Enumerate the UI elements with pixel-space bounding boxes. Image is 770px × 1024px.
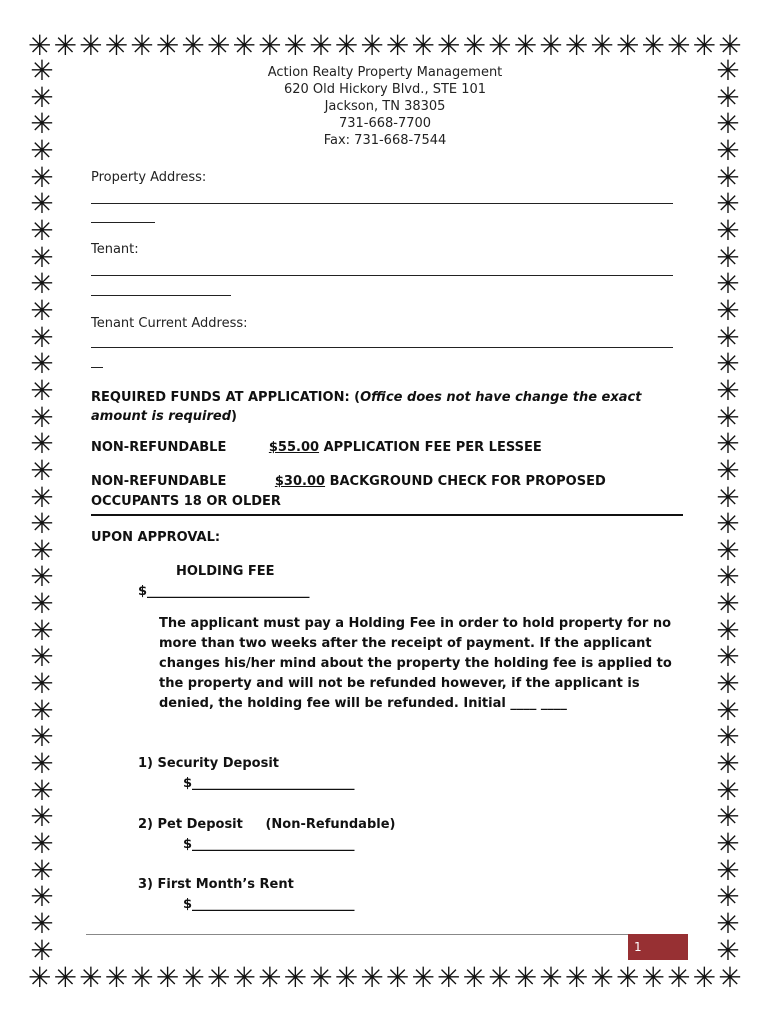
border-star-icon: ✳	[716, 267, 740, 301]
border-star-icon: ✳	[716, 80, 740, 114]
letterhead	[150, 64, 620, 149]
required-funds-heading	[91, 388, 683, 426]
border-star-icon: ✳	[130, 964, 154, 992]
border-star-icon: ✳	[716, 640, 740, 674]
border-star-icon: ✳	[385, 964, 410, 992]
border-star-icon: ✳	[462, 964, 487, 992]
border-star-icon: ✳	[30, 347, 54, 381]
border-star-icon: ✳	[30, 453, 54, 487]
border-right	[714, 58, 742, 964]
border-star-icon: ✳	[30, 827, 54, 861]
border-star-icon: ✳	[437, 964, 461, 992]
border-star-icon: ✳	[30, 187, 54, 221]
border-star-icon: ✳	[30, 693, 54, 727]
border-star-icon: ✳	[30, 293, 54, 327]
property-address-line-1[interactable]	[91, 203, 673, 204]
border-star-icon: ✳	[716, 747, 740, 781]
fee1-prefix: NON-REFUNDABLE	[91, 440, 227, 455]
border-star-icon: ✳	[155, 964, 180, 992]
border-star-icon: ✳	[462, 32, 487, 60]
fee1-desc: APPLICATION FEE PER LESSEE	[323, 440, 542, 455]
page-number-badge: 1	[628, 934, 688, 960]
border-star-icon: ✳	[30, 107, 54, 141]
border-star-icon: ✳	[513, 32, 538, 60]
border-star-icon: ✳	[309, 32, 333, 60]
border-star-icon: ✳	[716, 933, 740, 964]
border-star-icon: ✳	[716, 453, 740, 487]
fee2-desc: BACKGROUND CHECK FOR PROPOSED	[329, 474, 606, 489]
border-star-icon: ✳	[30, 480, 54, 514]
border-star-icon: ✳	[30, 240, 54, 274]
border-star-icon: ✳	[615, 964, 640, 992]
pet-deposit-label: 2) Pet Deposit (Non-Refundable)	[138, 817, 396, 832]
border-star-icon: ✳	[30, 507, 54, 541]
required-funds-note: Office does not have change the exact amount is required	[91, 390, 642, 424]
border-star-icon: ✳	[590, 964, 614, 992]
border-star-icon: ✳	[334, 32, 359, 60]
border-star-icon: ✳	[716, 347, 740, 381]
upon-approval-heading: UPON APPROVAL:	[91, 530, 221, 545]
tenant-label: Tenant:	[91, 242, 139, 257]
border-star-icon: ✳	[411, 964, 435, 992]
fee2-prefix: NON-REFUNDABLE	[91, 474, 227, 489]
application-fee-row	[91, 440, 542, 455]
border-star-icon: ✳	[716, 533, 740, 567]
border-star-icon: ✳	[716, 800, 740, 834]
section-divider	[91, 514, 683, 516]
border-star-icon: ✳	[539, 964, 563, 992]
border-star-icon: ✳	[28, 964, 52, 992]
border-star-icon: ✳	[716, 58, 740, 87]
border-star-icon: ✳	[30, 773, 54, 807]
border-top	[28, 32, 742, 60]
border-star-icon: ✳	[716, 613, 740, 647]
background-check-row	[91, 474, 606, 489]
background-check-row-cont: OCCUPANTS 18 OR OLDER	[91, 494, 281, 509]
border-star-icon: ✳	[716, 907, 740, 940]
border-star-icon: ✳	[716, 880, 740, 914]
border-star-icon: ✳	[30, 213, 54, 247]
border-star-icon: ✳	[283, 964, 308, 992]
border-star-icon: ✳	[385, 32, 410, 60]
border-star-icon: ✳	[181, 964, 205, 992]
border-star-icon: ✳	[716, 427, 740, 461]
border-star-icon: ✳	[30, 853, 54, 887]
border-star-icon: ✳	[716, 293, 740, 327]
first-month-rent-blank[interactable]: $_________________________	[183, 897, 355, 912]
border-star-icon: ✳	[488, 32, 512, 60]
border-star-icon: ✳	[258, 32, 282, 60]
border-star-icon: ✳	[30, 533, 54, 567]
border-star-icon: ✳	[718, 32, 742, 60]
border-star-icon: ✳	[155, 32, 180, 60]
border-star-icon: ✳	[232, 32, 256, 60]
border-star-icon: ✳	[30, 320, 54, 354]
border-star-icon: ✳	[716, 320, 740, 354]
property-address-line-2[interactable]	[91, 222, 155, 223]
footer-rule	[86, 934, 688, 935]
border-star-icon: ✳	[564, 32, 589, 60]
border-star-icon: ✳	[716, 107, 740, 141]
border-star-icon: ✳	[716, 213, 740, 247]
border-star-icon: ✳	[30, 933, 54, 964]
border-star-icon: ✳	[641, 32, 665, 60]
company-street: 620 Old Hickory Blvd., STE 101	[283, 82, 487, 97]
border-star-icon: ✳	[716, 507, 740, 541]
border-star-icon: ✳	[258, 964, 282, 992]
fee2-amount: $30.00	[274, 474, 326, 489]
border-star-icon: ✳	[30, 613, 54, 647]
border-star-icon: ✳	[104, 32, 129, 60]
holding-fee-paragraph: The applicant must pay a Holding Fee in order to hold property for no more than two weeks after the receipt of payment. If the applicant changes his/her mind about the property the holding fee is applied to the property and will not be refunded however, if the applicant is denied, the holding fee will be refunded. Initial ____ ____	[159, 616, 672, 711]
border-star-icon: ✳	[716, 187, 740, 221]
border-star-icon: ✳	[30, 587, 54, 621]
company-fax: Fax: 731-668-7544	[323, 133, 447, 148]
fee1-amount: $55.00	[268, 440, 320, 455]
border-star-icon: ✳	[30, 267, 54, 301]
border-star-icon: ✳	[716, 373, 740, 407]
border-star-icon: ✳	[667, 32, 691, 60]
border-star-icon: ✳	[692, 964, 717, 992]
border-star-icon: ✳	[30, 160, 54, 194]
border-star-icon: ✳	[488, 964, 512, 992]
border-star-icon: ✳	[667, 964, 691, 992]
border-star-icon: ✳	[360, 32, 384, 60]
company-city: Jackson, TN 38305	[324, 99, 446, 114]
border-star-icon: ✳	[130, 32, 154, 60]
border-star-icon: ✳	[30, 800, 54, 834]
border-star-icon: ✳	[30, 907, 54, 940]
border-star-icon: ✳	[30, 720, 54, 754]
border-star-icon: ✳	[437, 32, 461, 60]
border-star-icon: ✳	[716, 587, 740, 621]
tenant-current-address-label: Tenant Current Address:	[91, 316, 248, 331]
border-star-icon: ✳	[716, 480, 740, 514]
border-star-icon: ✳	[30, 80, 54, 114]
holding-fee-blank[interactable]: $_________________________	[138, 584, 310, 599]
border-star-icon: ✳	[716, 133, 740, 167]
border-star-icon: ✳	[716, 667, 740, 701]
border-star-icon: ✳	[716, 773, 740, 807]
first-month-rent-label: 3) First Month’s Rent	[138, 877, 294, 892]
border-star-icon: ✳	[30, 133, 54, 167]
border-bottom	[28, 964, 742, 992]
border-star-icon: ✳	[692, 32, 717, 60]
border-star-icon: ✳	[360, 964, 384, 992]
property-address-label: Property Address:	[91, 170, 207, 185]
tenant-line-2[interactable]	[91, 295, 231, 296]
border-star-icon: ✳	[716, 160, 740, 194]
border-star-icon: ✳	[564, 964, 589, 992]
border-star-icon: ✳	[513, 964, 538, 992]
border-star-icon: ✳	[716, 853, 740, 887]
border-star-icon: ✳	[28, 32, 52, 60]
border-star-icon: ✳	[30, 373, 54, 407]
border-star-icon: ✳	[30, 560, 54, 594]
border-star-icon: ✳	[716, 560, 740, 594]
tenant-line-1[interactable]	[91, 275, 673, 276]
border-star-icon: ✳	[283, 32, 308, 60]
required-funds-title: REQUIRED FUNDS AT APPLICATION: (	[91, 390, 361, 405]
border-star-icon: ✳	[641, 964, 665, 992]
company-phone: 731-668-7700	[338, 116, 432, 131]
border-star-icon: ✳	[716, 240, 740, 274]
border-star-icon: ✳	[718, 964, 742, 992]
border-star-icon: ✳	[716, 827, 740, 861]
border-star-icon: ✳	[30, 667, 54, 701]
pet-deposit-blank[interactable]: $_________________________	[183, 837, 355, 852]
border-star-icon: ✳	[30, 640, 54, 674]
security-deposit-blank[interactable]: $_________________________	[183, 776, 355, 791]
border-star-icon: ✳	[30, 880, 54, 914]
border-star-icon: ✳	[334, 964, 359, 992]
border-star-icon: ✳	[615, 32, 640, 60]
required-funds-close: )	[231, 409, 237, 424]
border-star-icon: ✳	[590, 32, 614, 60]
border-star-icon: ✳	[79, 964, 103, 992]
border-star-icon: ✳	[181, 32, 205, 60]
border-star-icon: ✳	[30, 58, 54, 87]
holding-fee-label: HOLDING FEE	[176, 564, 275, 579]
border-star-icon: ✳	[206, 32, 231, 60]
border-star-icon: ✳	[232, 964, 256, 992]
company-name: Action Realty Property Management	[267, 65, 503, 80]
tenant-current-address-line-2[interactable]	[91, 367, 103, 368]
border-star-icon: ✳	[539, 32, 563, 60]
border-star-icon: ✳	[30, 427, 54, 461]
border-star-icon: ✳	[411, 32, 435, 60]
border-star-icon: ✳	[716, 693, 740, 727]
border-star-icon: ✳	[309, 964, 333, 992]
border-star-icon: ✳	[30, 747, 54, 781]
border-star-icon: ✳	[716, 720, 740, 754]
border-star-icon: ✳	[30, 400, 54, 434]
security-deposit-label: 1) Security Deposit	[138, 756, 279, 771]
border-star-icon: ✳	[716, 400, 740, 434]
border-left	[28, 58, 56, 964]
tenant-current-address-line-1[interactable]	[91, 347, 673, 348]
border-star-icon: ✳	[206, 964, 231, 992]
border-star-icon: ✳	[79, 32, 103, 60]
border-star-icon: ✳	[53, 32, 78, 60]
border-star-icon: ✳	[104, 964, 129, 992]
border-star-icon: ✳	[53, 964, 78, 992]
